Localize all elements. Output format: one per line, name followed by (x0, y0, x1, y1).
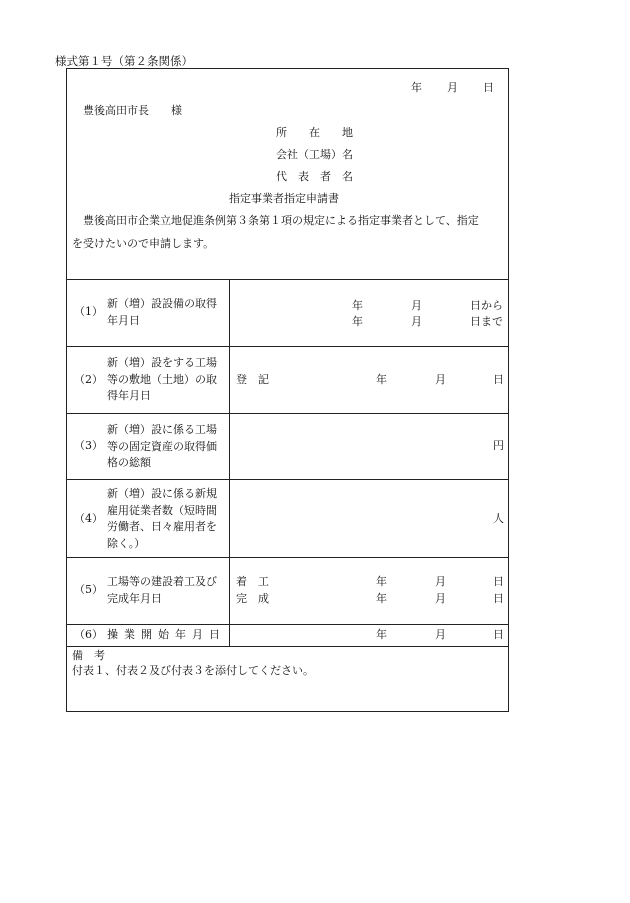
form-number: 様式第１号（第２条関係） (55, 54, 193, 68)
row-from: 日から (470, 299, 503, 312)
date-month: 月 (447, 81, 458, 94)
divider (66, 646, 509, 647)
divider (66, 479, 509, 480)
remarks-text: 付表１、付表２及び付表３を添付してください。 (72, 664, 314, 677)
date-day: 日 (483, 81, 494, 94)
divider (66, 557, 509, 558)
row-month: 月 (411, 315, 422, 328)
document-title: 指定事業者指定申請書 (229, 192, 339, 205)
row-day: 日 (493, 628, 504, 641)
row-label: 操業開始年月日 (107, 628, 226, 641)
row-year: 年 (376, 373, 387, 386)
row-label: 新（増）設設備の取得年月日 (107, 297, 217, 327)
row-year: 年 (376, 628, 387, 641)
row-finish-label: 完 成 (236, 592, 269, 605)
row-day: 日 (493, 592, 504, 605)
row-day: 日 (493, 575, 504, 588)
divider (66, 413, 509, 414)
row-number: （5） (74, 583, 103, 596)
row-to: 日まで (470, 315, 503, 328)
row-number: （2） (74, 373, 103, 386)
row-label: 新（増）設に係る新規雇用従業者数（短時間労働者、日々雇用者を除く。） (107, 487, 217, 550)
row-year: 年 (352, 315, 363, 328)
column-divider (229, 279, 230, 646)
remarks-heading: 備 考 (72, 649, 105, 662)
row-month: 月 (435, 373, 446, 386)
row-unit: 人 (493, 512, 504, 525)
row-label: 新（増）設をする工場等の敷地（土地）の取得年月日 (107, 356, 217, 402)
row-month: 月 (435, 575, 446, 588)
date-year: 年 (411, 81, 422, 94)
row-year: 年 (352, 299, 363, 312)
row-year: 年 (376, 592, 387, 605)
divider (66, 279, 509, 280)
row-unit: 円 (493, 439, 504, 452)
row-number: （1） (74, 305, 103, 318)
row-prefix: 登 記 (236, 373, 269, 386)
applicant-representative-label: 代 表 者 名 (276, 170, 353, 183)
row-day: 日 (493, 373, 504, 386)
body-text-line-1: 豊後高田市企業立地促進条例第３条第１項の規定による指定事業者として、指定 (83, 214, 479, 227)
row-number: （3） (74, 439, 103, 452)
row-number: （4） (74, 512, 103, 525)
divider (66, 624, 509, 625)
row-month: 月 (435, 628, 446, 641)
applicant-company-label: 会社（工場）名 (276, 148, 353, 161)
applicant-address-label: 所 在 地 (276, 126, 353, 139)
body-text-line-2: を受けたいので申請します。 (72, 237, 215, 250)
addressee: 豊後高田市長 様 (83, 104, 182, 117)
row-label: 新（増）設に係る工場等の固定資産の取得価格の総額 (107, 423, 217, 469)
row-start-label: 着 工 (236, 575, 269, 588)
divider (66, 346, 509, 347)
row-month: 月 (435, 592, 446, 605)
row-number: （6） (74, 628, 103, 641)
row-label: 工場等の建設着工及び完成年月日 (107, 575, 217, 605)
row-month: 月 (411, 299, 422, 312)
row-year: 年 (376, 575, 387, 588)
